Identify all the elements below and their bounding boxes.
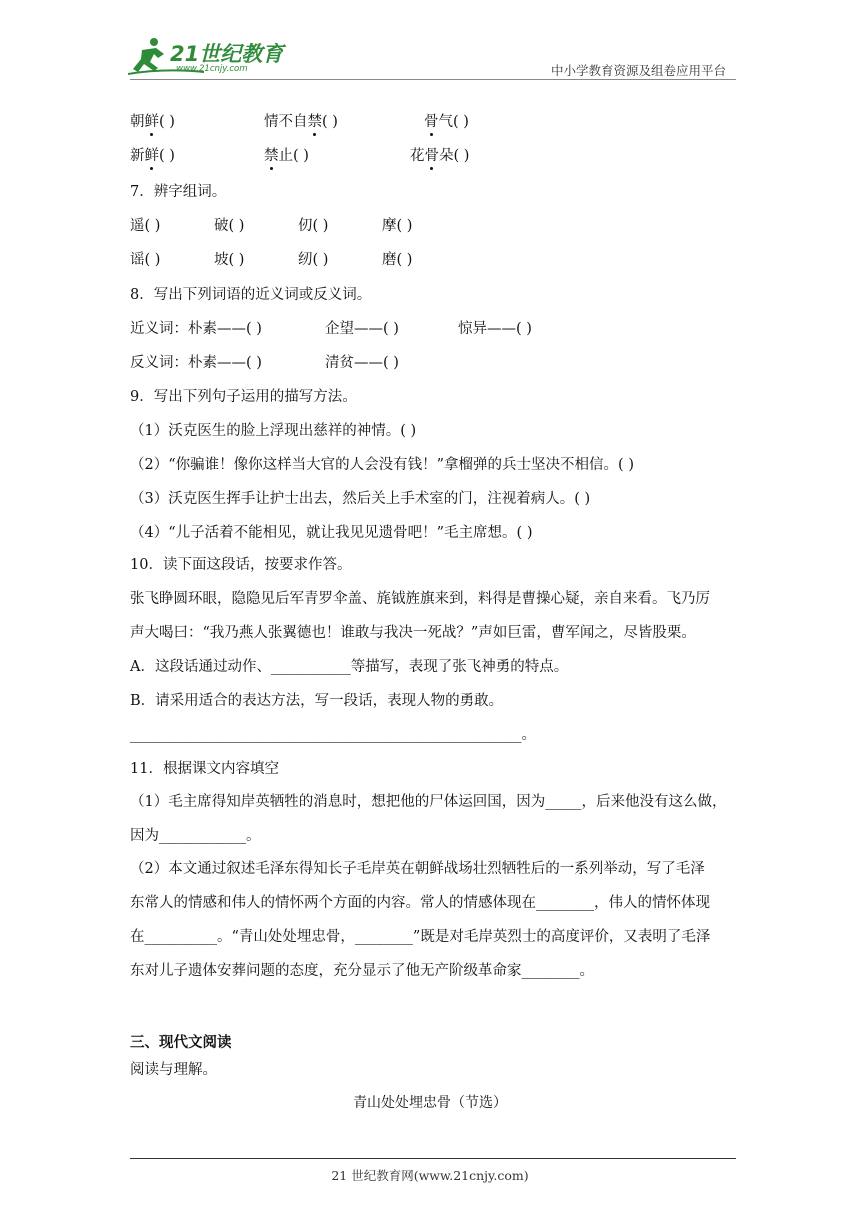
reading-instruction: 阅读与理解。 bbox=[130, 1062, 217, 1078]
q6-row1-item1 bbox=[130, 110, 175, 131]
footer-divider bbox=[130, 1158, 736, 1159]
q7-row1-item1: 遥( ) bbox=[130, 218, 161, 234]
q10-passage-line2: 声大喝曰：“我乃燕人张翼德也！谁敢与我决一死战？”声如巨雷，曹军闻之，尽皆股栗。 bbox=[130, 625, 696, 641]
q10-answer-line: ______________________________________________________。 bbox=[130, 727, 536, 743]
q6-r1i1-dotted: 鲜 bbox=[145, 110, 160, 131]
q11-part2-line4: 东对儿子遗体安葬问题的态度，充分显示了他无产阶级革命家________。 bbox=[130, 963, 594, 979]
passage-title: 青山处处埋忠骨（节选） bbox=[353, 1095, 507, 1111]
q8-title: 8．写出下列词语的近义词或反义词。 bbox=[130, 287, 372, 303]
q6-r1i2-pre: 情不自 bbox=[264, 114, 308, 130]
q6-r1i1-pre: 朝 bbox=[130, 114, 145, 130]
q9-item-3: （3）沃克医生挥手让护士出去，然后关上手术室的门，注视着病人。( ) bbox=[130, 491, 591, 507]
q8-row2-item2: 清贫——( ) bbox=[325, 355, 399, 371]
q11-part2-line3: 在__________。“青山处处埋忠骨，________”既是对毛岸英烈士的高度评价，又表明了毛泽 bbox=[130, 929, 711, 945]
q6-r2i1-dotted: 鲜 bbox=[145, 144, 160, 165]
q8-row2-item1: 反义词：朴素——( ) bbox=[130, 355, 262, 371]
header-divider bbox=[130, 79, 736, 80]
q6-row2-item1 bbox=[130, 144, 175, 165]
q7-row2-item2: 坡( ) bbox=[214, 252, 245, 268]
q11-title: 11．根据课文内容填空 bbox=[130, 761, 279, 777]
q7-row1-item4: 摩( ) bbox=[382, 218, 413, 234]
q10-passage-line1: 张飞睁圆环眼，隐隐见后军青罗伞盖、旄钺旌旗来到，料得是曹操心疑，亲自来看。飞乃厉 bbox=[130, 591, 710, 607]
q9-item-1: （1）沃克医生的脸上浮现出慈祥的神情。( ) bbox=[130, 423, 417, 439]
site-logo bbox=[124, 34, 294, 78]
q11-part2-line1: （2）本文通过叙述毛泽东得知长子毛岸英在朝鲜战场壮烈牺牲后的一系列举动，写了毛泽 bbox=[130, 861, 705, 877]
q9-item-4: （4）“儿子活着不能相见，就让我见见遗骨吧！”毛主席想。( ) bbox=[130, 525, 533, 541]
q8-row1-item3: 惊异——( ) bbox=[458, 321, 532, 337]
q8-row1-item1: 近义词：朴素——( ) bbox=[130, 321, 262, 337]
q6-r2i3-post: 朵( ) bbox=[439, 148, 470, 164]
footer-text: 21 世纪教育网(www.21cnjy.com) bbox=[331, 1168, 529, 1183]
q9-item-2: （2）“你骗谁！像你这样当大官的人会没有钱！”拿榴弹的兵士坚决不相信。( ) bbox=[130, 457, 634, 473]
q10-part-b: B．请采用适合的表达方法，写一段话，表现人物的勇敢。 bbox=[130, 693, 504, 709]
q7-row2-item1: 谣( ) bbox=[130, 252, 161, 268]
q7-row2-item3: 纫( ) bbox=[298, 252, 329, 268]
q7-row1-item2: 破( ) bbox=[214, 218, 245, 234]
q8-row1-item2: 企望——( ) bbox=[325, 321, 399, 337]
q6-r2i3-pre: 花 bbox=[410, 148, 425, 164]
q9-title: 9．写出下列句子运用的描写方法。 bbox=[130, 389, 357, 405]
logo-url: www.21cnjy.com bbox=[176, 64, 248, 74]
q6-r2i2-dotted: 禁 bbox=[264, 144, 279, 165]
q6-r2i2-post: 止( ) bbox=[278, 148, 309, 164]
q6-row1-item3 bbox=[424, 110, 469, 131]
q7-row1-item3: 仞( ) bbox=[298, 218, 329, 234]
q6-row1-item2 bbox=[264, 110, 338, 131]
q6-r1i3-post: 气( ) bbox=[438, 114, 469, 130]
q11-part1-line2: 因为____________。 bbox=[130, 828, 261, 844]
logo-text: 21世纪教育 bbox=[170, 42, 284, 66]
q11-part1-line1: （1）毛主席得知岸英牺牲的消息时，想把他的尸体运回国，因为_____，后来他没有这么做， bbox=[130, 794, 727, 810]
q6-r1i3-dotted: 骨 bbox=[424, 110, 439, 131]
header-platform-text: 中小学教育资源及组卷应用平台 bbox=[550, 63, 726, 78]
q6-r1i2-post: ( ) bbox=[322, 114, 338, 130]
section-heading: 三、现代文阅读 bbox=[130, 1035, 232, 1051]
q6-r1i2-dotted: 禁 bbox=[308, 110, 323, 131]
q11-part2-line2: 东常人的情感和伟人的情怀两个方面的内容。常人的情感体现在________，伟人的情怀体现 bbox=[130, 895, 710, 911]
q7-title: 7．辨字组词。 bbox=[130, 184, 227, 200]
q6-r2i3-dotted: 骨 bbox=[425, 144, 440, 165]
q7-row2-item4: 磨( ) bbox=[382, 252, 413, 268]
q6-r2i1-pre: 新 bbox=[130, 148, 145, 164]
q6-r2i1-post: ( ) bbox=[159, 148, 175, 164]
q10-title: 10．读下面这段话，按要求作答。 bbox=[130, 557, 352, 573]
q6-r1i1-post: ( ) bbox=[159, 114, 175, 130]
q6-row2-item3 bbox=[410, 144, 469, 165]
q10-part-a: A．这段话通过动作、___________等描写，表现了张飞神勇的特点。 bbox=[130, 659, 569, 675]
q6-row2-item2 bbox=[264, 144, 309, 165]
